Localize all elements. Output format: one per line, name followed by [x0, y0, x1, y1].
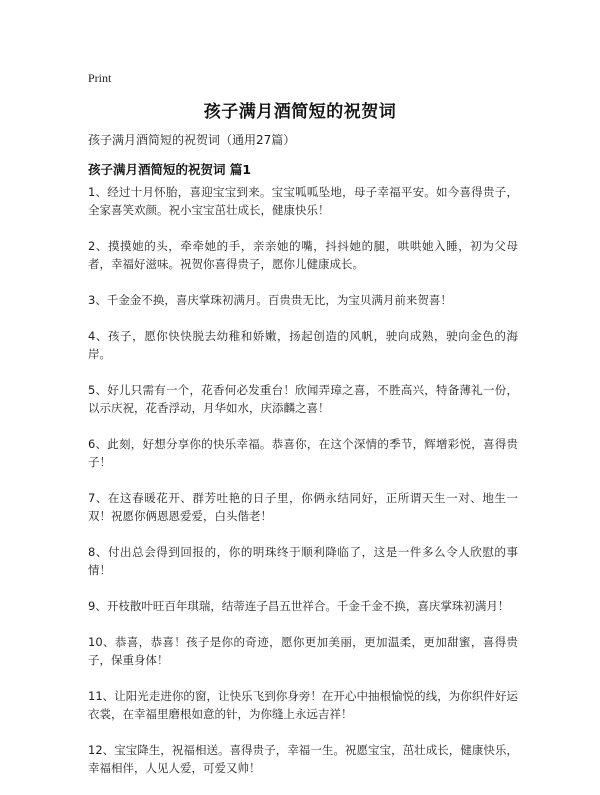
- list-item: 8、付出总会得到回报的，你的明珠终于顺利降临了，这是一件多么令人欣慰的事情！: [88, 545, 518, 577]
- list-item: 11、让阳光走进你的窗，让快乐飞到你身旁！在开心中抽根愉悦的线，为你织件好运衣裳，在幸福里磨根如意的针，为你缝上永远吉祥！: [88, 689, 518, 721]
- page-title: 孩子满月酒简短的祝贺词: [203, 102, 397, 122]
- list-item: 7、在这春暖花开、群芳吐艳的日子里，你俩永结同好，正所谓天生一对、地生一双！祝愿你俩恩恩爱爱，白头偕老！: [88, 491, 518, 523]
- list-item: 2、摸摸她的头，牵牵她的手，亲亲她的嘴，抖抖她的腿，哄哄她入睡，初为父母者，幸福好滋味。祝贺你喜得贵子，愿你儿健康成长。: [88, 239, 518, 271]
- list-item: 3、千金金不换，喜庆掌珠初满月。百贵贵无比，为宝贝满月前来贺喜！: [88, 293, 452, 307]
- list-item: 1、经过十月怀胎，喜迎宝宝到来。宝宝呱呱坠地，母子幸福平安。如今喜得贵子，全家喜笑欢颜。祝小宝宝茁壮成长，健康快乐！: [88, 185, 518, 217]
- list-item: 10、恭喜，恭喜！孩子是你的奇迹，愿你更加美丽，更加温柔，更加甜蜜，喜得贵子，保重身体！: [88, 635, 518, 667]
- print-label: Print: [88, 71, 112, 85]
- list-item: 6、此刻，好想分享你的快乐幸福。恭喜你，在这个深情的季节，辉增彩悦，喜得贵子！: [88, 437, 518, 469]
- greeting-list: [88, 183, 518, 795]
- list-item: 9、开枝散叶旺百年琪瑞，结蒂连子昌五世祥合。千金千金不换，喜庆掌珠初满月！: [88, 599, 510, 613]
- section-heading: 孩子满月酒简短的祝贺词 篇1: [88, 162, 252, 177]
- page-subtitle: 孩子满月酒简短的祝贺词（通用27篇）: [88, 133, 296, 147]
- list-item: 4、孩子，愿你快快脱去幼稚和娇嫩，扬起创造的风帆，驶向成熟，驶向金色的海岸。: [88, 329, 518, 361]
- list-item: 5、好儿只需有一个，花香何必发重台！欣闻弄璋之喜，不胜高兴，特备薄礼一份，以示庆祝，花香浮动，月华如水，庆添麟之喜！: [88, 383, 518, 415]
- list-item: 12、宝宝降生，祝福相送。喜得贵子，幸福一生。祝愿宝宝，茁壮成长，健康快乐，幸福相伴，人见人爱，可爱又帅！: [88, 743, 518, 775]
